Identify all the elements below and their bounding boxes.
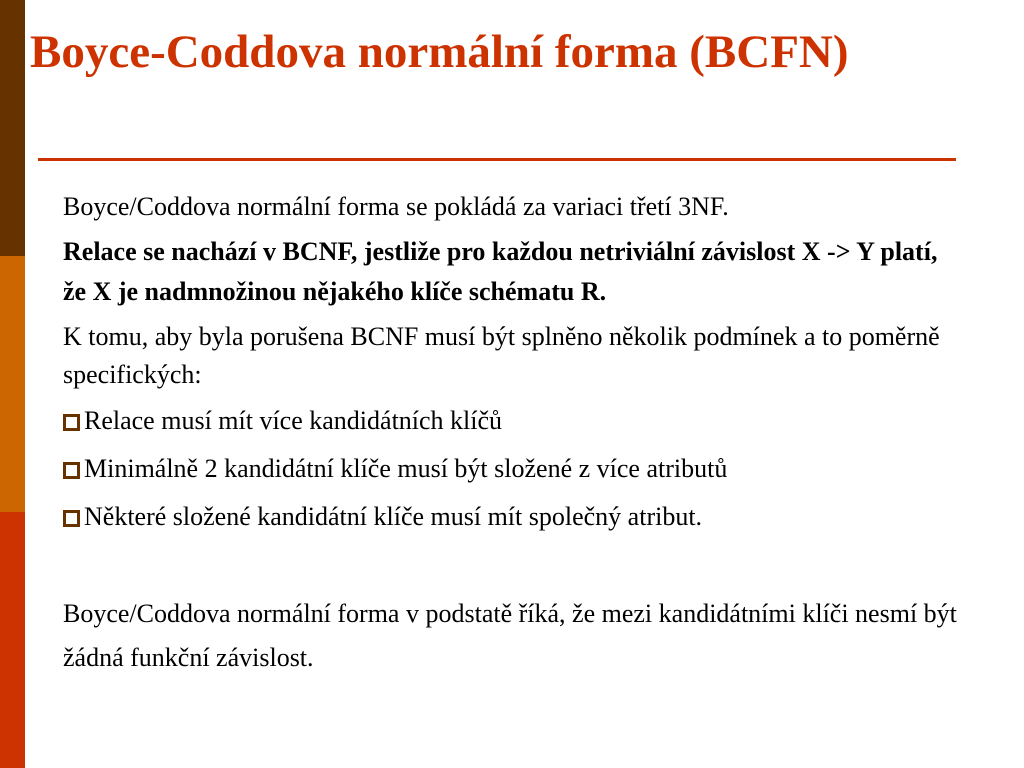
title-divider	[38, 158, 956, 161]
hollow-square-icon	[63, 510, 80, 527]
definition-paragraph: Relace se nachází v BCNF, jestliže pro každou netriviální závislost X -> Y platí, že X je nadmnožinou nějakého klíče schématu R.	[63, 237, 938, 306]
bullet-text: Minimálně 2 kandidátní klíče musí být složené z více atributů	[84, 454, 728, 483]
intro-paragraph: Boyce/Coddova normální forma se pokládá za variaci třetí 3NF.	[63, 192, 729, 221]
slide-title: Boyce-Coddova normální forma (BCFN)	[30, 26, 849, 78]
hollow-square-icon	[63, 462, 80, 479]
list-item	[63, 402, 963, 440]
hollow-square-icon	[63, 414, 80, 431]
conclusion-paragraph: Boyce/Coddova normální forma v podstatě říká, že mezi kandidátními klíči nesmí být žádná funkční závislost.	[63, 599, 957, 672]
list-item	[63, 450, 963, 488]
side-bar-middle	[0, 256, 25, 512]
list-item	[63, 498, 963, 536]
conditions-paragraph: K tomu, aby byla porušena BCNF musí být splněno několik podmínek a to poměrně specifických:	[63, 322, 940, 389]
side-bar-top	[0, 0, 25, 256]
slide-content	[63, 188, 963, 706]
bullet-text: Některé složené kandidátní klíče musí mít společný atribut.	[84, 502, 703, 531]
side-bar-bottom	[0, 512, 25, 768]
bullet-text: Relace musí mít více kandidátních klíčů	[84, 406, 503, 435]
